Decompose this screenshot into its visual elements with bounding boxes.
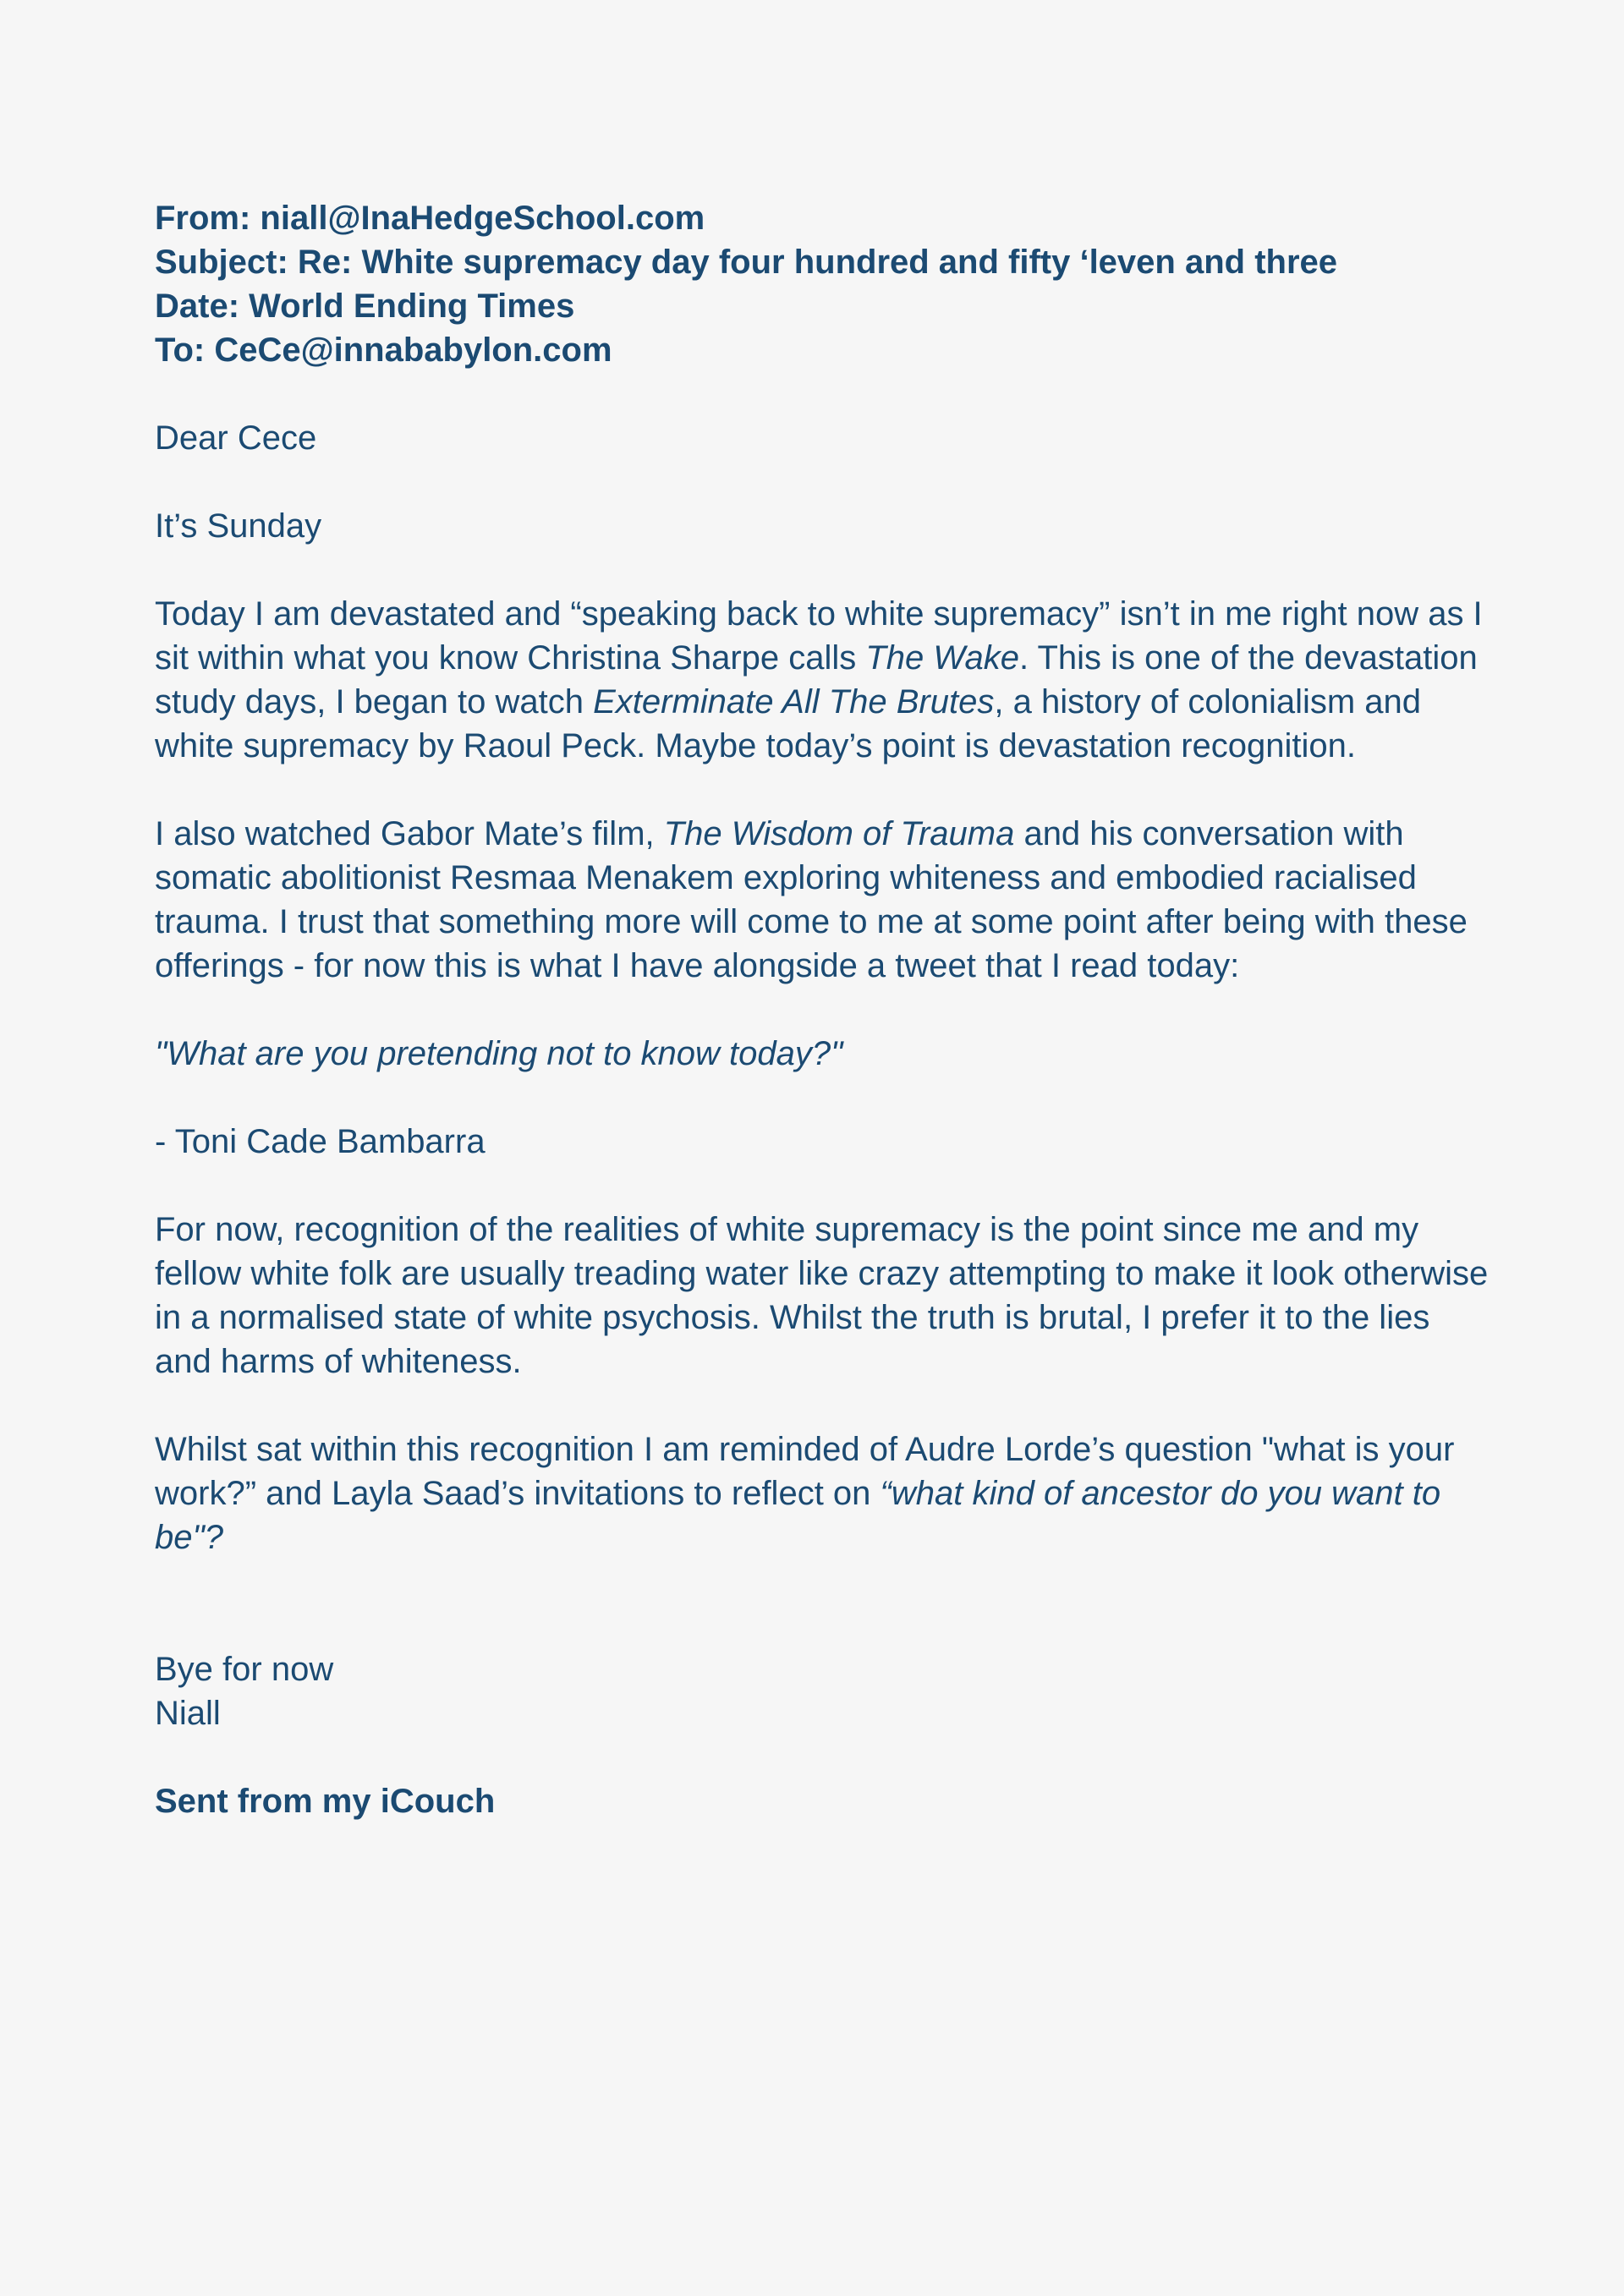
greeting: Dear Cece <box>155 419 317 457</box>
from-header: From: niall@InaHedgeSchool.com <box>155 200 705 237</box>
email-signature: Sent from my iCouch <box>155 1783 496 1820</box>
paragraph-1-text-e: , a history of colonialism and white supremacy by Raoul Peck. Maybe today’s point is devastation recognition. <box>155 683 1422 764</box>
paragraph-4 <box>155 1427 1491 1559</box>
quote-text: "What are you pretending not to know today?" <box>155 1035 843 1072</box>
subject-header: Subject: Re: White supremacy day four hundred and fifty ‘leven and three <box>155 244 1338 281</box>
paragraph-2-text-a: I also watched Gabor Mate’s film, <box>155 815 664 852</box>
paragraph-2 <box>155 812 1491 988</box>
email-headers <box>155 196 1491 372</box>
sender-name: Niall <box>155 1695 221 1732</box>
quote-attribution: - Toni Cade Bambarra <box>155 1123 486 1160</box>
ancestor-question: “what kind of ancestor do you want to be"? <box>155 1475 1441 1556</box>
paragraph-1-text-c: . This is one of the devastation study days, I began to watch <box>155 639 1478 721</box>
paragraph-1-text-a: Today I am devastated and “speaking back to white supremacy” isn’t in me right now as I sit within what you know Christina Sharpe calls <box>155 595 1483 677</box>
date-header: Date: World Ending Times <box>155 288 575 325</box>
day-line: It’s Sunday <box>155 507 322 545</box>
film-title-exterminate: Exterminate All The Brutes <box>593 683 995 721</box>
quote <box>155 1032 1491 1076</box>
paragraph-1 <box>155 592 1491 768</box>
paragraph-3: For now, recognition of the realities of white supremacy is the point since me and my fellow white folk are usually treading water like crazy attempting to make it look otherwise in a normalised state of white psychosis. Whilst the truth is brutal, I prefer it to the lies and harms of whiteness. <box>155 1211 1489 1380</box>
film-title-wisdom-of-trauma: The Wisdom of Trauma <box>663 815 1015 852</box>
book-title-the-wake: The Wake <box>865 639 1019 677</box>
email-document <box>155 196 1491 1823</box>
to-header: To: CeCe@innababylon.com <box>155 332 612 369</box>
paragraph-2-text-c: and his conversation with somatic abolitionist Resmaa Menakem exploring whiteness and embodied racialised trauma. I trust that something more will come to me at some point after being with these offerings - for now this is what I have alongside a tweet that I read today: <box>155 815 1468 984</box>
paragraph-4-text-a: Whilst sat within this recognition I am reminded of Audre Lorde’s question "what is your work?” and Layla Saad’s invitations to reflect on <box>155 1431 1455 1512</box>
sign-off: Bye for now <box>155 1651 334 1688</box>
